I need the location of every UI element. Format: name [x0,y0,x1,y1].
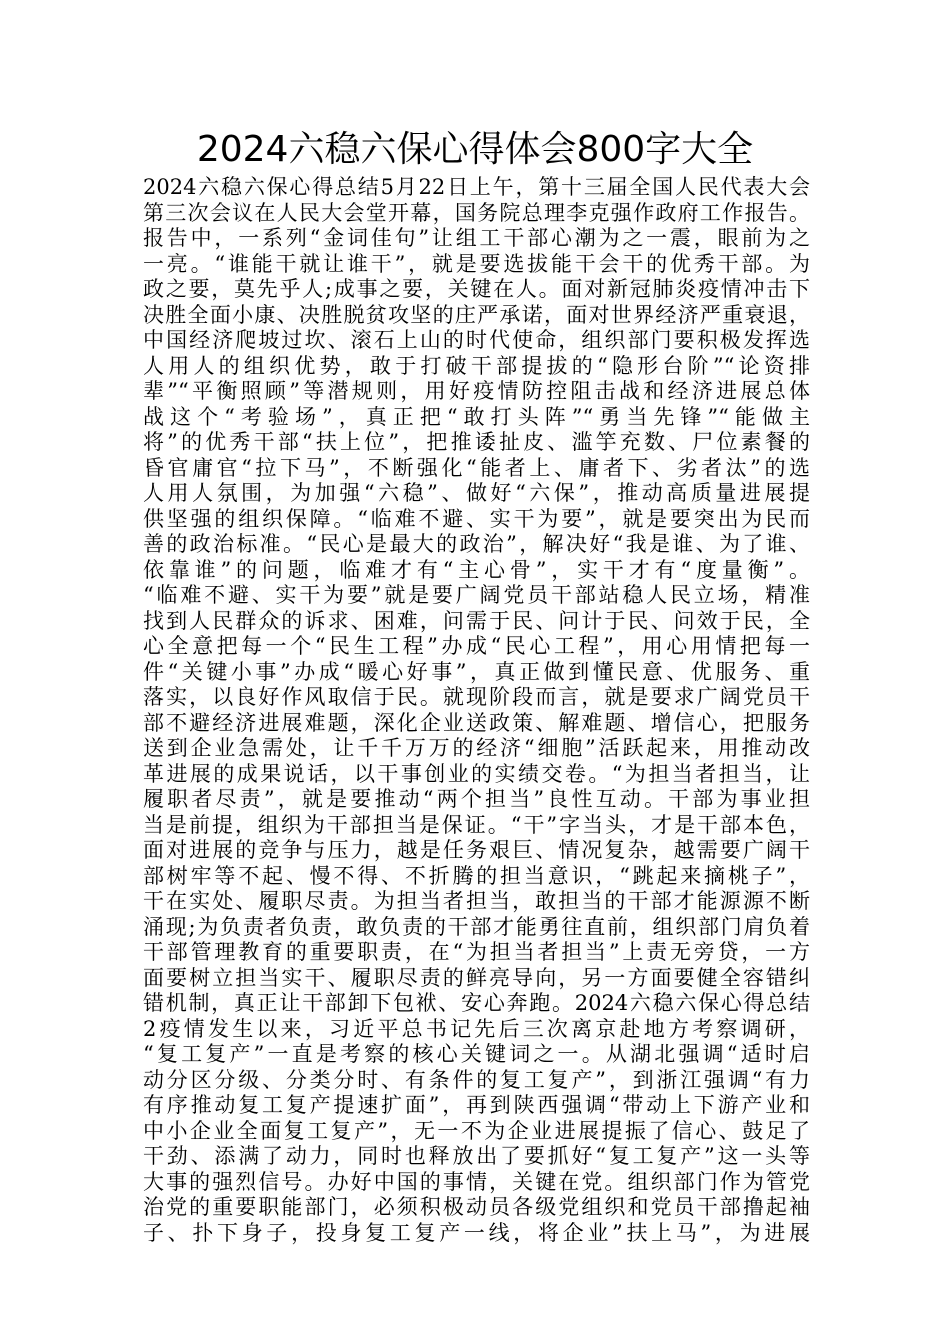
body-text-line: 动分区分级、分类分时、有条件的复工复产”，到浙江强调“有力 [143,1067,810,1092]
body-text-line: “复工复产”一直是考察的核心关键词之一。从湖北强调“适时启 [143,1042,810,1066]
document-body [143,175,810,1246]
body-text-line: 决胜全面小康、决胜脱贫攻坚的庄严承诺，面对世界经济严重衰退， [143,302,810,327]
body-text-line: 2疫情发生以来，习近平总书记先后三次离京赴地方考察调研， [143,1016,810,1041]
body-text-line: 中小企业全面复工复产”，无一不为企业进展提振了信心、鼓足了 [143,1118,810,1143]
body-text-line: 涌现;为负责者负责，敢负责的干部才能勇往直前，组织部门肩负着 [143,914,810,939]
body-text-line: 治党的重要职能部门，必须积极动员各级党组织和党员干部撸起袖 [143,1195,810,1219]
body-text-line: 履职者尽责”，就是要推动“两个担当”良性互动。干部为事业担 [143,787,810,811]
body-text-line: 子、扑下身子，投身复工复产一线，将企业”扶上马”，为进展 [143,1220,810,1245]
body-text-line: 辈”“平衡照顾”等潜规则，用好疫情防控阻击战和经济进展总体 [143,379,810,403]
body-text-line: 将”的优秀干部“扶上位”，把推诿扯皮、滥竽充数、尸位素餐的 [143,430,810,454]
body-text-line: 革进展的成果说话，以干事创业的实绩交卷。“为担当者担当，让 [143,761,810,786]
body-text-line: 落实，以良好作风取信于民。就现阶段而言，就是要求广阔党员干 [143,685,810,709]
body-text-line: 大事的强烈信号。办好中国的事情，关键在党。组织部门作为管党 [143,1169,810,1194]
body-text-line: 供坚强的组织保障。“临难不避、实干为要”，就是要突出为民而 [143,506,810,531]
body-text-line: 政之要，莫先乎人;成事之要，关键在人。面对新冠肺炎疫情冲击下 [143,277,810,301]
body-text-line: “临难不避、实干为要”就是要广阔党员干部站稳人民立场，精准 [143,583,810,607]
document-title: 2024六稳六保心得体会800字大全 [196,129,754,170]
body-text-line: 错机制，真正让干部卸下包袱、安心奔跑。2024六稳六保心得总结 [143,991,810,1015]
body-text-line: 一亮。“谁能干就让谁干”，就是要选拔能干会干的优秀干部。为 [143,251,810,276]
body-text-line: 中国经济爬坡过坎、滚石上山的时代使命，组织部门要积极发挥选 [143,328,810,352]
body-text-line: 部树牢等不起、慢不得、不折腾的担当意识，“跳起来摘桃子”， [143,863,810,888]
body-text-line: 第三次会议在人民大会堂开幕，国务院总理李克强作政府工作报告。 [143,200,810,225]
body-text-line: 人用人氛围，为加强“六稳”、做好“六保”，推动高质量进展提 [143,481,810,505]
body-text-line: 件“关键小事”办成“暖心好事”，真正做到懂民意、优服务、重 [143,659,810,684]
body-text-line: 面要树立担当实干、履职尽责的鲜亮导向，另一方面要健全容错纠 [143,965,810,990]
body-text-line: 面对进展的竞争与压力，越是任务艰巨、情况复杂，越需要广阔干 [143,838,810,862]
body-text-line: 送到企业急需处，让千千万万的经济“细胞”活跃起来，用推动改 [143,736,810,760]
body-text-line: 找到人民群众的诉求、困难，问需于民、问计于民、问效于民，全 [143,608,810,633]
body-text-line: 部不避经济进展难题，深化企业送政策、解难题、增信心，把服务 [143,710,810,735]
body-text-line: 干在实处、履职尽责。为担当者担当，敢担当的干部才能源源不断 [143,889,810,913]
body-text-line: 报告中，一系列“金词佳句”让组工干部心潮为之一震，眼前为之 [143,226,810,250]
body-text-line: 心全意把每一个“民生工程”办成“民心工程”，用心用情把每一 [143,634,810,658]
body-text-line: 2024六稳六保心得总结5月22日上午，第十三届全国人民代表大会 [143,175,810,199]
body-text-line: 干部管理教育的重要职责，在“为担当者担当”上责无旁贷，一方 [143,940,810,964]
body-text-line: 人用人的组织优势，敢于打破干部提拔的“隐形台阶”“论资排 [143,353,810,378]
body-text-line: 当是前提，组织为干部担当是保证。“干”字当头，才是干部本色， [143,812,810,837]
body-text-line: 干劲、添满了动力，同时也释放出了要抓好“复工复产”这一头等 [143,1144,810,1168]
body-text-line: 有序推动复工复产提速扩面”，再到陕西强调“带动上下游产业和 [143,1093,810,1117]
body-text-line: 昏官庸官“拉下马”，不断强化“能者上、庸者下、劣者汰”的选 [143,455,810,480]
body-text-line: 依靠谁”的问题，临难才有“主心骨”，实干才有“度量衡”。 [143,557,810,582]
body-text-line: 战这个“考验场”，真正把“敢打头阵”“勇当先锋”“能做主 [143,404,810,429]
body-text-line: 善的政治标准。“民心是最大的政治”，解决好“我是谁、为了谁、 [143,532,810,556]
